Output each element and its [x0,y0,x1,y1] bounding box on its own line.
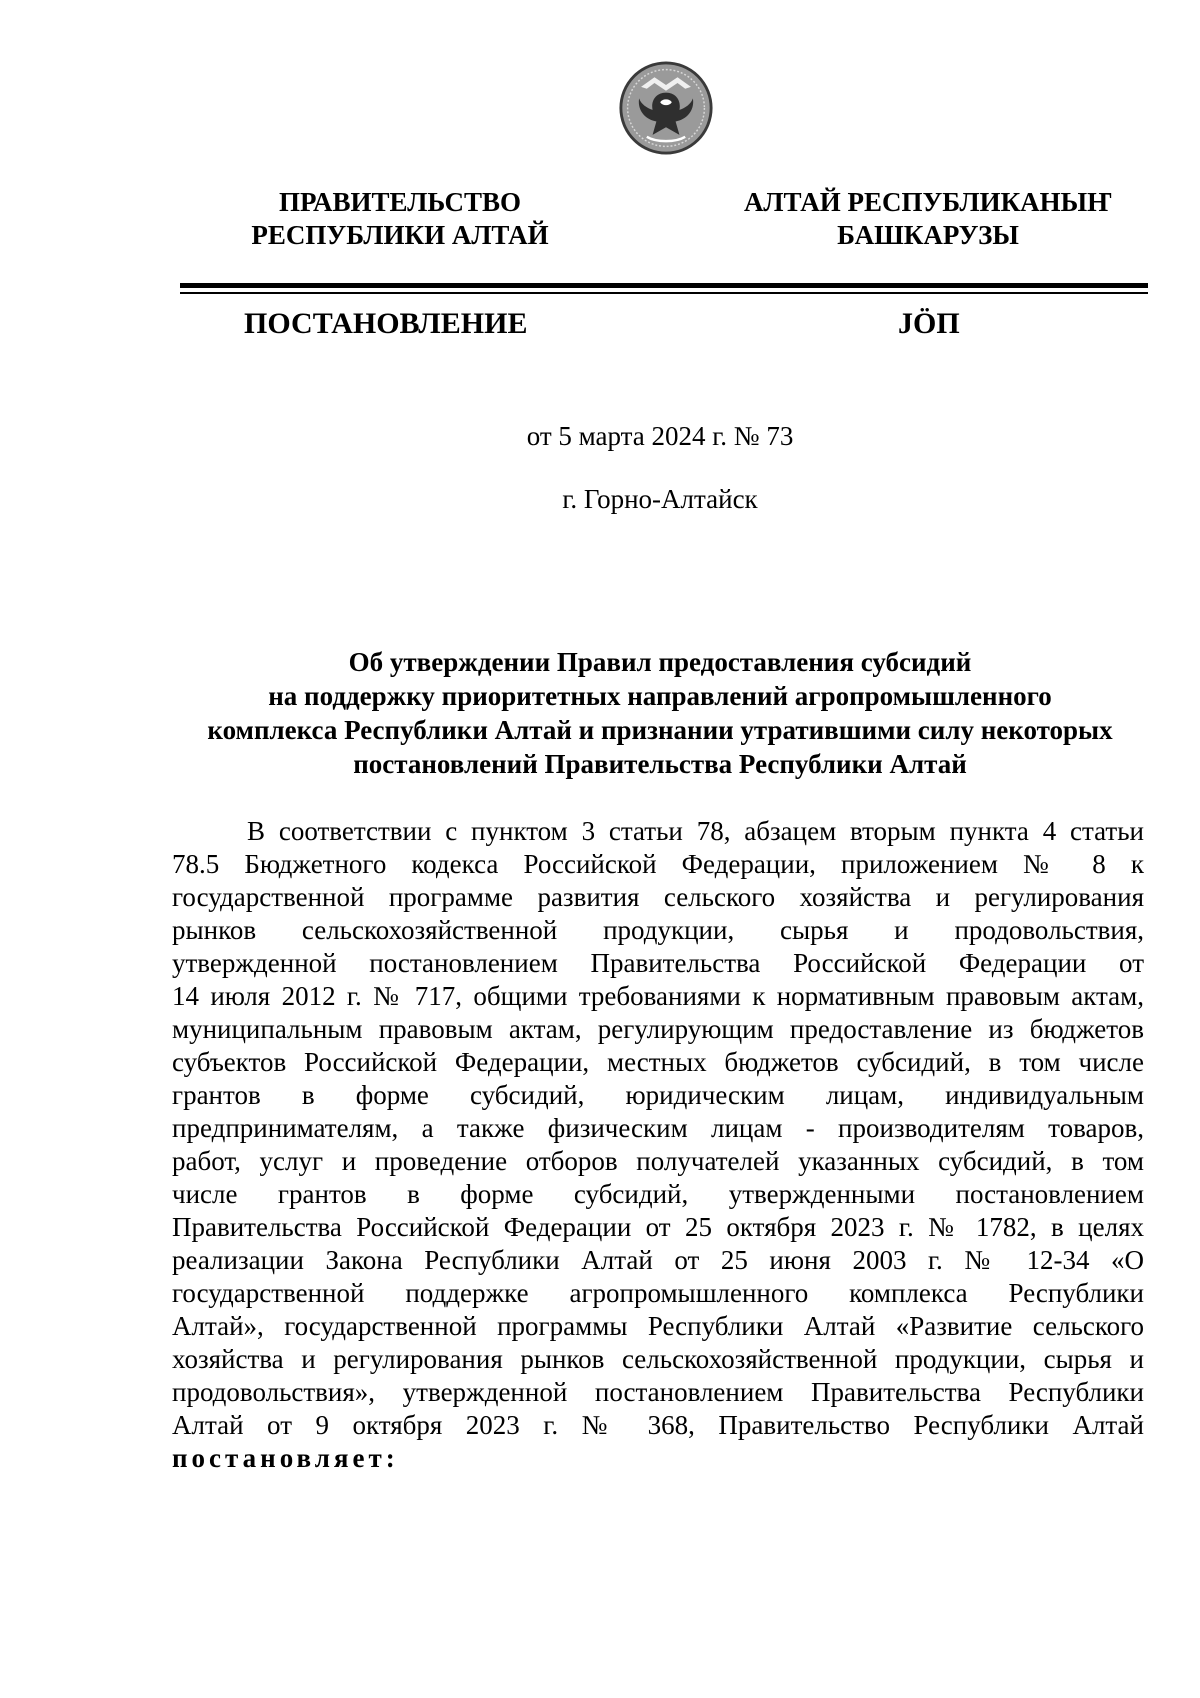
body-line: хозяйства и регулирования рынков сельскохозяйственной продукции, сырья и [172,1344,1144,1374]
title-line: на поддержку приоритетных направлений агропромышленного [268,681,1052,711]
body-line: предпринимателям, а также физическим лицам - производителям товаров, [172,1113,1144,1143]
body-line-decree [172,1442,1144,1475]
body-line: Алтай», государственной программы Республики Алтай «Развитие сельского [172,1311,1144,1341]
header-divider-thick [180,283,1148,288]
header-right-altai [718,186,1138,252]
body-line: 78.5 Бюджетного кодекса Российской Федерации, приложением № 8 к [172,849,1144,879]
title-line: постановлений Правительства Республики Алтай [353,749,967,779]
doc-type-altai: JӦП [898,307,960,340]
body-line: грантов в форме субсидий, юридическим лицам, индивидуальным [172,1080,1144,1110]
body-line: реализации Закона Республики Алтай от 25 июня 2003 г. № 12-34 «О [172,1245,1144,1275]
body-line: государственной программе развития сельского хозяйства и регулирования [172,882,1144,912]
header-left-line1: ПРАВИТЕЛЬСТВО [278,187,522,217]
body-line: субъектов Российской Федерации, местных бюджетов субсидий, в том числе [172,1047,1144,1077]
header-right-line1: АЛТАЙ РЕСПУБЛИКАНЫҤ [743,187,1113,217]
title-line: Об утверждении Правил предоставления субсидий [348,647,972,677]
body-line: 14 июля 2012 г. № 717, общими требованиями к нормативным правовым актам, [172,981,1144,1011]
body-line: Алтай от 9 октября 2023 г. № 368, Правительство Республики Алтай [172,1410,1144,1440]
body-line: Правительства Российской Федерации от 25 октября 2023 г. № 1782, в целях [172,1212,1144,1242]
date-and-number: от 5 марта 2024 г. № 73 [526,421,794,451]
body-line: числе грантов в форме субсидий, утвержденными постановлением [172,1179,1144,1209]
body-line: В соответствии с пунктом 3 статьи 78, абзацем вторым пункта 4 статьи [247,816,1144,846]
body-line: муниципальным правовым актам, регулирующим предоставление из бюджетов [172,1014,1144,1044]
header-right-line2: БАШКАРУЗЫ [837,220,1019,250]
body-line: государственной поддержке агропромышленного комплекса Республики [172,1278,1144,1308]
doc-type-russian: ПОСТАНОВЛЕНИЕ [244,307,528,340]
body-line: работ, услуг и проведение отборов получателей указанных субсидий, в том [172,1146,1144,1176]
decree-word: постановляет: [172,1443,399,1473]
document-title [160,645,1160,781]
republic-emblem-icon [618,60,714,156]
title-line: комплекса Республики Алтай и признании утратившими силу некоторых [207,715,1113,745]
body-line: продовольствия», утвержденной постановлением Правительства Республики [172,1377,1144,1407]
header-left-line2: РЕСПУБЛИКИ АЛТАЙ [251,220,549,250]
city-name: г. Горно-Алтайск [562,484,758,514]
header-left-russian [190,186,610,252]
body-line: рынков сельскохозяйственной продукции, сырья и продовольствия, [172,915,1144,945]
document-body [172,815,1144,1475]
header-divider-thin [180,292,1148,294]
body-line: утвержденной постановлением Правительства Российской Федерации от [172,948,1144,978]
